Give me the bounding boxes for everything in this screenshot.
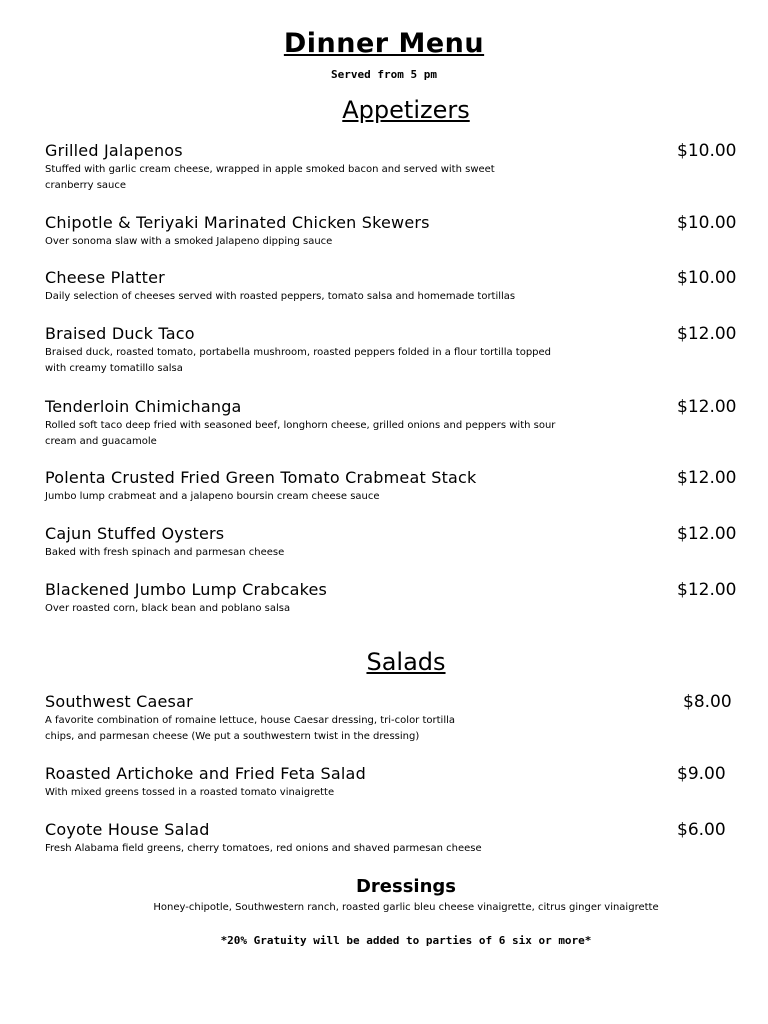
item-name: Chipotle & Teriyaki Marinated Chicken Skewers — [45, 213, 430, 232]
menu-item — [45, 468, 745, 505]
item-price: $10.00 — [677, 268, 737, 288]
item-price: $12.00 — [677, 397, 737, 417]
menu-item — [45, 324, 745, 377]
item-price: $8.00 — [683, 692, 732, 712]
gratuity-note: *20% Gratuity will be added to parties of 6 six or more* — [220, 934, 592, 947]
item-name: Blackened Jumbo Lump Crabcakes — [45, 580, 328, 599]
item-description: Jumbo lump crabmeat and a jalapeno boursin cream cheese sauce — [45, 491, 380, 502]
section-title-appetizers: Appetizers — [342, 96, 470, 124]
menu-item — [45, 764, 745, 801]
item-description: With mixed greens tossed in a roasted tomato vinaigrette — [45, 787, 335, 798]
item-price: $12.00 — [677, 580, 737, 600]
item-price: $12.00 — [677, 524, 737, 544]
item-price: $9.00 — [677, 764, 726, 784]
menu-item — [45, 397, 745, 450]
item-name: Cheese Platter — [45, 268, 165, 287]
item-description: Baked with fresh spinach and parmesan cheese — [45, 547, 285, 558]
menu-item — [45, 141, 745, 194]
item-price: $12.00 — [677, 468, 737, 488]
item-price: $12.00 — [677, 324, 737, 344]
item-price: $10.00 — [677, 213, 737, 233]
item-name: Cajun Stuffed Oysters — [45, 524, 225, 543]
item-price: $6.00 — [677, 820, 726, 840]
item-name: Tenderloin Chimichanga — [45, 397, 242, 416]
item-name: Polenta Crusted Fried Green Tomato Crabmeat Stack — [45, 468, 477, 487]
item-name: Grilled Jalapenos — [45, 141, 183, 160]
menu-item — [45, 268, 745, 305]
item-description: Braised duck, roasted tomato, portabella mushroom, roasted peppers folded in a flour tortilla topped with creamy tomatillo salsa — [45, 347, 552, 374]
menu-item — [45, 820, 745, 857]
menu-item — [45, 580, 745, 617]
page-subtitle: Served from 5 pm — [331, 68, 437, 81]
item-name: Southwest Caesar — [45, 692, 193, 711]
menu-item — [45, 692, 745, 745]
item-name: Coyote House Salad — [45, 820, 210, 839]
menu-item — [45, 213, 745, 250]
section-title-salads: Salads — [366, 648, 446, 676]
menu-item — [45, 524, 745, 561]
page-title: Dinner Menu — [283, 28, 485, 59]
item-description: Daily selection of cheeses served with roasted peppers, tomato salsa and homemade tortillas — [45, 291, 516, 302]
item-name: Braised Duck Taco — [45, 324, 195, 343]
item-name: Roasted Artichoke and Fried Feta Salad — [45, 764, 366, 783]
item-description: Fresh Alabama field greens, cherry tomatoes, red onions and shaved parmesan cheese — [45, 843, 482, 854]
item-description: Over sonoma slaw with a smoked Jalapeno dipping sauce — [45, 236, 333, 247]
dressings-list: Honey-chipotle, Southwestern ranch, roasted garlic bleu cheese vinaigrette, citrus ginger vinaigrette — [153, 902, 659, 913]
item-description: A favorite combination of romaine lettuce, house Caesar dressing, tri-color tortilla chips, and parmesan cheese (We put a southwestern twist in the dressing) — [45, 715, 456, 742]
section-title-dressings: Dressings — [355, 876, 457, 897]
item-description: Rolled soft taco deep fried with seasoned beef, longhorn cheese, grilled onions and peppers with sour cream and guacamole — [45, 420, 556, 447]
item-price: $10.00 — [677, 141, 737, 161]
item-description: Over roasted corn, black bean and poblano salsa — [45, 603, 291, 614]
item-description: Stuffed with garlic cream cheese, wrapped in apple smoked bacon and served with sweet cranberry sauce — [45, 164, 495, 191]
